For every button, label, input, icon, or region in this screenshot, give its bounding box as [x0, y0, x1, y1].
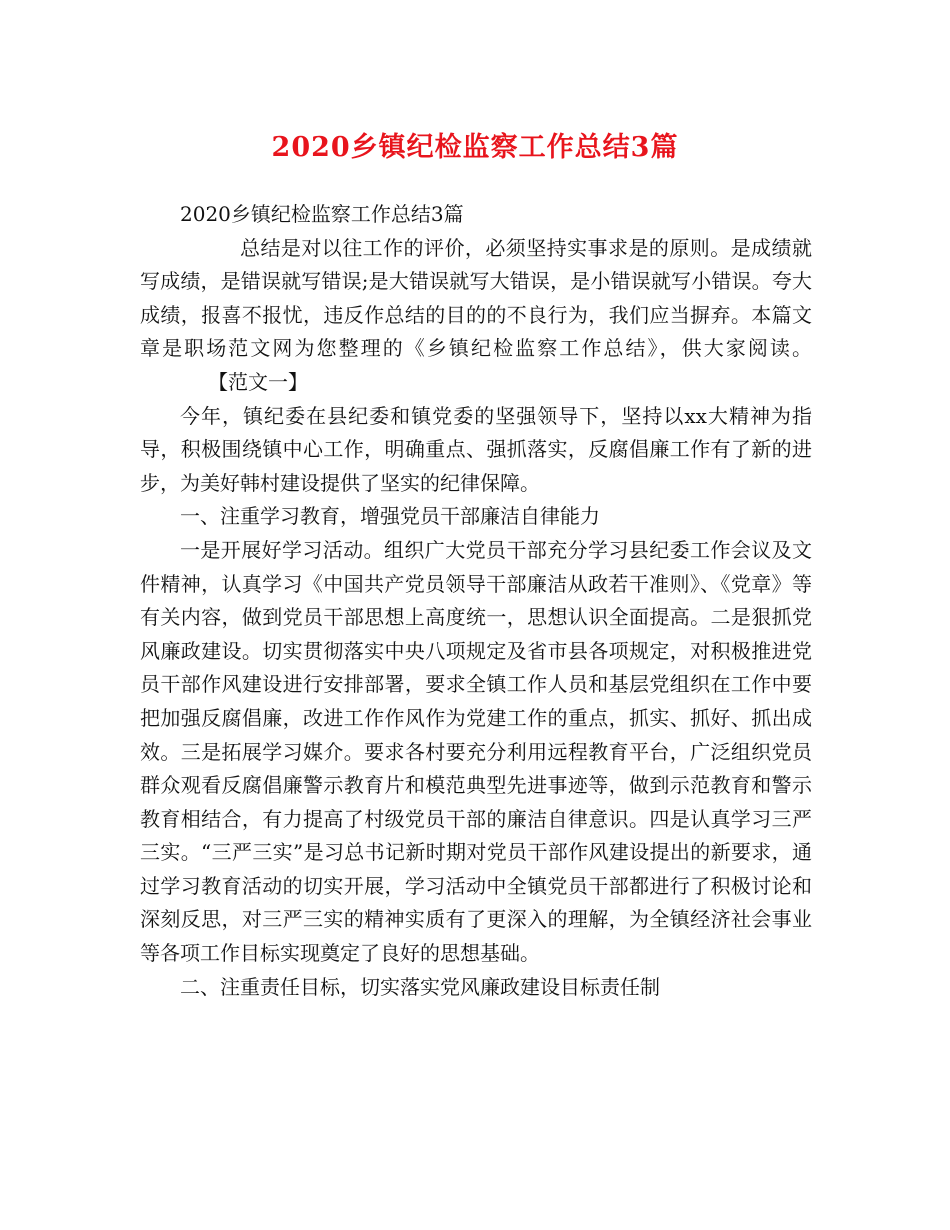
section-heading-2: 二、注重责任目标，切实落实党风廉政建设目标责任制 [180, 974, 660, 999]
sample-label: 【范文一】 [208, 369, 308, 394]
body-paragraph-2: 一是开展好学习活动。组织广大党员干部充分学习县纪委工作会议及文件精神，认真学习《中国共产党员领导干部廉洁从政若干准则》、《党章》等有关内容，做到党员干部思想上高度统一，思想认识全面提高。二是狠抓党风廉政建设。切实贯彻落实中央八项规定及省市县各项规定，对积极推进党员干部作风建设进行安排部署，要求全镇工作人员和基层党组织在工作中要把加强反腐倡廉，改进工作作风作为党建工作的重点，抓实、抓好、抓出成效。三是拓展学习媒介。要求各村要充分利用远程教育平台，广泛组织党员群众观看反腐倡廉警示教育片和模范典型先进事迹等，做到示范教育和警示教育相结合，有力提高了村级党员干部的廉洁自律意识。四是认真学习三严三实。“三严三实”是习总书记新时期对党员干部作风建设提出的新要求，通过学习教育活动的切实开展，学习活动中全镇党员干部都进行了积极讨论和深刻反思，对三严三实的精神实质有了更深入的理解，为全镇经济社会事业等各项工作目标实现奠定了良好的思想基础。 [140, 537, 812, 966]
section-heading-1: 一、注重学习教育，增强党员干部廉洁自律能力 [180, 504, 600, 529]
document-title: 2020乡镇纪检监察工作总结3篇 [271, 132, 679, 163]
document-body [140, 198, 812, 1004]
intro-paragraph [140, 232, 812, 400]
intro-text: 总结是对以往工作的评价，必须坚持实事求是的原则。是成绩就写成绩，是错误就写错误;是大错误就写大错误，是小错误就写小错误。夸大成绩，报喜不报忧，违反作总结的目的的不良行为，我们应当摒弃。本篇文章是职场范文网为您整理的《乡镇纪检监察工作总结》，供大家阅读。 [140, 235, 812, 361]
document-subtitle: 2020乡镇纪检监察工作总结3篇 [180, 202, 464, 226]
body-paragraph-1: 今年，镇纪委在县纪委和镇党委的坚强领导下，坚持以xx大精神为指导，积极围绕镇中心工作，明确重点、强抓落实，反腐倡廉工作有了新的进步，为美好韩村建设提供了坚实的纪律保障。 [140, 403, 812, 495]
